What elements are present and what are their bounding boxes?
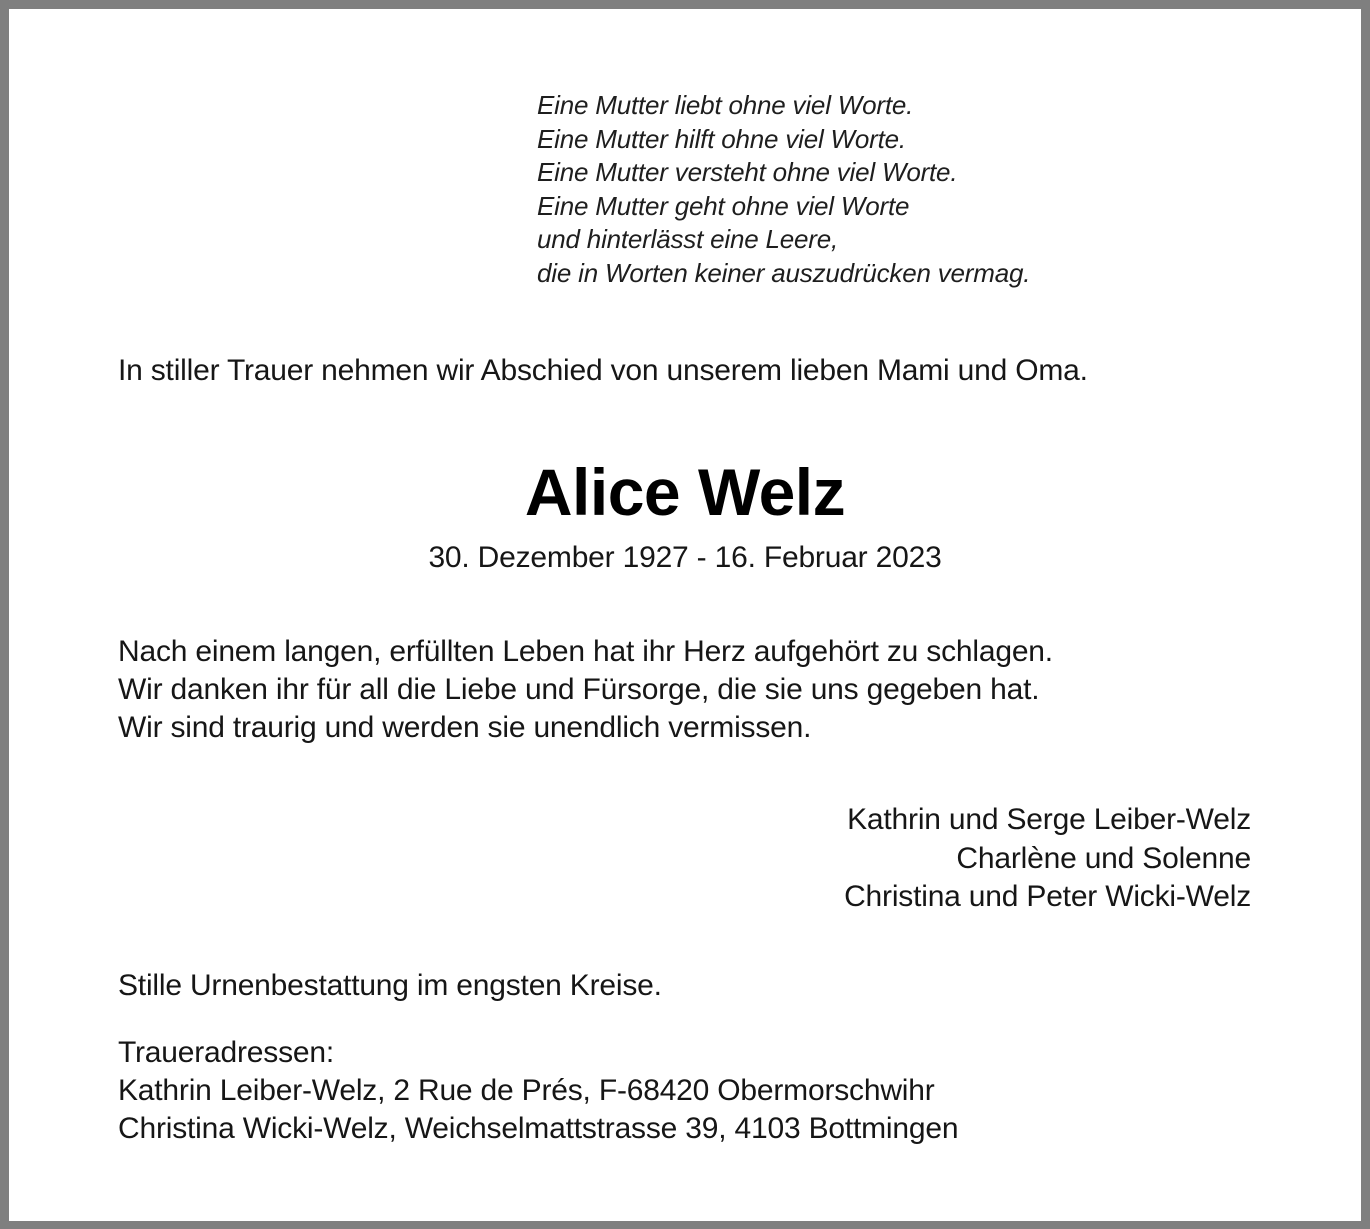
mourner-line: Kathrin und Serge Leiber-Welz xyxy=(847,803,1251,836)
condolence-addresses xyxy=(118,1034,958,1149)
obituary-sheet xyxy=(9,9,1361,1221)
message-line: Wir danken ihr für all die Liebe und Fürsorge, die sie uns gegeben hat. xyxy=(118,673,1040,707)
poem-line: und hinterlässt eine Leere, xyxy=(537,224,839,255)
poem-line: Eine Mutter geht ohne viel Worte xyxy=(537,190,910,221)
intro-text: In stiller Trauer nehmen wir Abschied von unserem lieben Mami und Oma. xyxy=(118,354,1088,387)
addresses-heading: Traueradressen: xyxy=(118,1036,334,1069)
message-line: Wir sind traurig und werden sie unendlich vermissen. xyxy=(118,711,812,745)
poem xyxy=(537,89,1030,291)
poem-line: Eine Mutter liebt ohne viel Worte. xyxy=(537,90,914,120)
farewell-message xyxy=(118,633,1053,748)
address-line: Christina Wicki-Welz, Weichselmattstrasse 39, 4103 Bottmingen xyxy=(118,1112,959,1146)
message-line: Nach einem langen, erfüllten Leben hat ihr Herz aufgehört zu schlagen. xyxy=(118,635,1053,668)
poem-line: die in Worten keiner auszudrücken vermag. xyxy=(537,257,1031,288)
life-dates: 30. Dezember 1927 - 16. Februar 2023 xyxy=(428,541,942,574)
burial-note: Stille Urnenbestattung im engsten Kreise. xyxy=(118,969,662,1002)
mourner-line: Christina und Peter Wicki-Welz xyxy=(844,880,1251,913)
address-line: Kathrin Leiber-Welz, 2 Rue de Prés, F-68420 Obermorschwihr xyxy=(118,1074,935,1108)
deceased-name: Alice Welz xyxy=(524,455,846,529)
poem-line: Eine Mutter hilft ohne viel Worte. xyxy=(537,123,906,154)
mourners-list xyxy=(844,801,1251,917)
poem-line: Eine Mutter versteht ohne viel Worte. xyxy=(537,157,958,188)
mourner-line: Charlène und Solenne xyxy=(956,841,1251,875)
